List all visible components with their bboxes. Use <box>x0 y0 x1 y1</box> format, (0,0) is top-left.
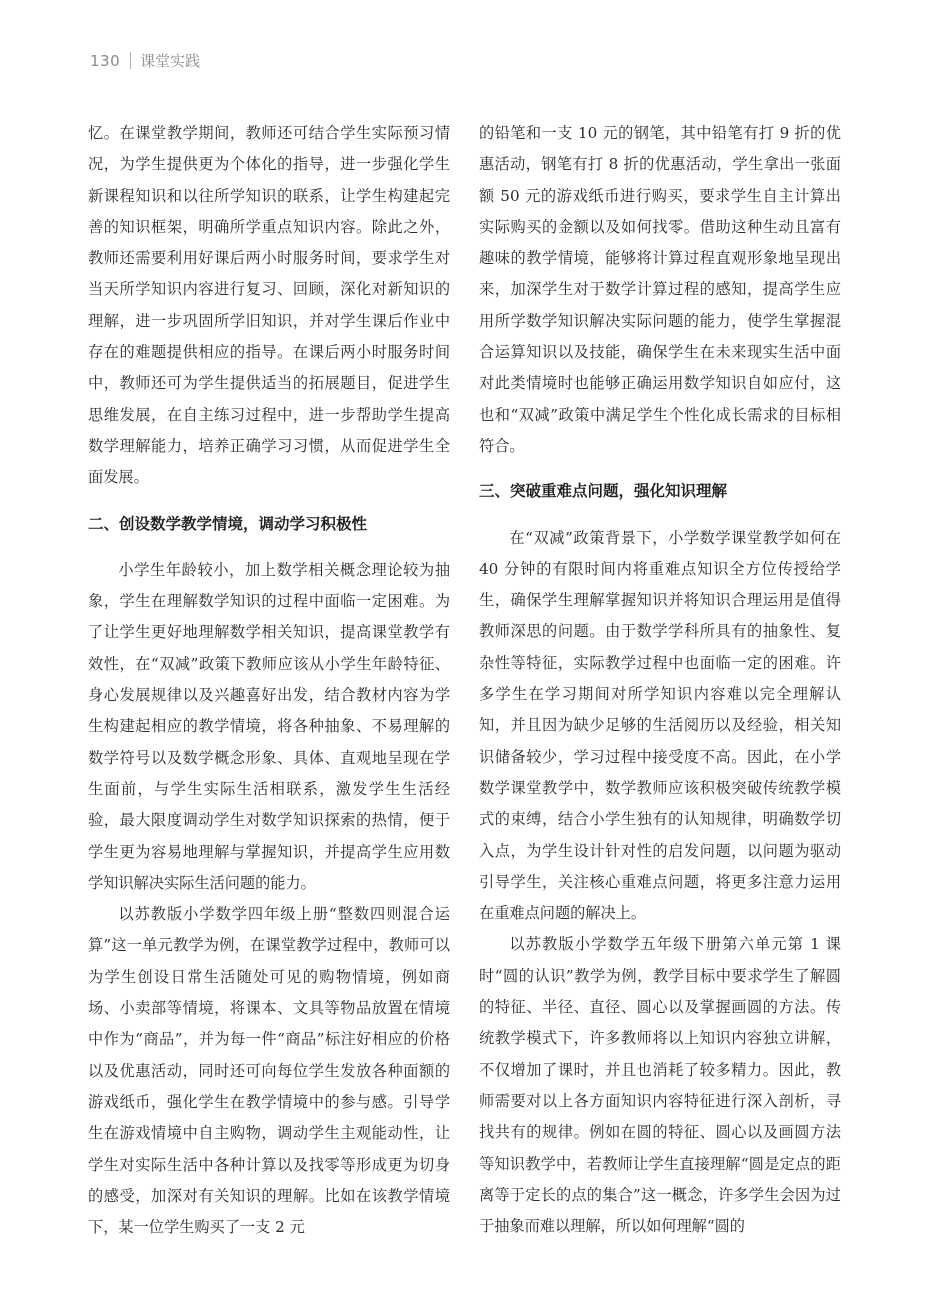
page-number: 130 <box>90 51 121 70</box>
right-column <box>479 118 841 1242</box>
section-title: 课堂实践 <box>140 52 201 70</box>
section-heading: 二、创设数学教学情境，调动学习积极性 <box>88 514 368 533</box>
section-heading: 三、突破重难点问题，强化知识理解 <box>479 482 728 501</box>
paragraph: 以苏教版小学数学四年级上册“整数四则混合运算”这一单元教学为例，在课堂教学过程中，教师可以为学生创设日常生活随处可见的购物情境，例如商场、小卖部等情境，将课本、文具等物品放置在情境中作为“商品”，并为每一件“商品”标注好相应的价格以及优惠活动，同时还可向每位学生发放各种面额的游戏纸币，强化学生在教学情境中的参与感。引导学生在游戏情境中自主购物，调动学生主观能动性，让学生对实际生活中各种计算以及找零等形成更为切身的感受，加深对有关知识的理解。比如在该教学情境下，某一位学生购买了一支 2 元 <box>88 905 450 1237</box>
paragraph: 以苏教版小学数学五年级下册第六单元第 1 课时“圆的认识”教学为例，教学目标中要求学生了解圆的特征、半径、直径、圆心以及掌握画圆的方法。传统教学模式下，许多教师将以上知识内容独立讲解，不仅增加了课时，并且也消耗了较多精力。因此，教师需要对以上各方面知识内容特征进行深入剖析，寻找共有的规律。例如在圆的特征、圆心以及画圆方法等知识教学中，若教师让学生直接理解“圆是定点的距离等于定长的点的集合”这一概念，许多学生会因为过于抽象而难以理解，所以如何理解“圆的 <box>479 935 841 1236</box>
paragraph: 的铅笔和一支 10 元的钢笔，其中铅笔有打 9 折的优惠活动，钢笔有打 8 折的优惠活动，学生拿出一张面额 50 元的游戏纸币进行购买，要求学生自主计算出实际购买的金额以及如何找零。借助这种生动且富有趣味的教学情境，能够将计算过程直观形象地呈现出来，加深学生对于数学计算过程的感知，提高学生应用所学数学知识解决实际问题的能力，使学生掌握混合运算知识以及技能，确保学生在未来现实生活中面对此类情境时也能够正确运用数学知识自如应付，这也和“双减”政策中满足学生个性化成长需求的目标相符合。 <box>479 124 841 455</box>
paragraph: 忆。在课堂教学期间，教师还可结合学生实际预习情况，为学生提供更为个体化的指导，进一步强化学生新课程知识和以往所学知识的联系，让学生构建起完善的知识框架，明确所学重点知识内容。除此之外，教师还需要利用好课后两小时服务时间，要求学生对当天所学知识内容进行复习、回顾，深化对新知识的理解，进一步巩固所学旧知识，并对学生课后作业中存在的难题提供相应的指导。在课后两小时服务时间中，教师还可为学生提供适当的拓展题目，促进学生思维发展，在自主练习过程中，进一步帮助学生提高数学理解能力，培养正确学习习惯，从而促进学生全面发展。 <box>88 124 450 487</box>
left-column <box>88 118 450 1243</box>
header-divider <box>130 52 131 69</box>
paragraph: 小学生年龄较小，加上数学相关概念理论较为抽象，学生在理解数学知识的过程中面临一定困难。为了让学生更好地理解数学相关知识，提高课堂教学有效性，在“双减”政策下教师应该从小学生年龄特征、身心发展规律以及兴趣喜好出发，结合教材内容为学生构建起相应的教学情境，将各种抽象、不易理解的数学符号以及数学概念形象、具体、直观地呈现在学生面前，与学生实际生活相联系，激发学生生活经验，最大限度调动学生对数学知识探索的热情，便于学生更为容易地理解与掌握知识，并提高学生应用数学知识解决实际生活问题的能力。 <box>88 560 450 892</box>
paragraph: 在“双减”政策背景下，小学数学课堂教学如何在 40 分钟的有限时间内将重难点知识全方位传授给学生，确保学生理解掌握知识并将知识合理运用是值得教师深思的问题。由于数学学科所具有的抽象性、复杂性等特征，实际教学过程中也面临一定的困难。许多学生在学习期间对所学知识内容难以完全理解认知，并且因为缺少足够的生活阅历以及经验，相关知识储备较少，学习过程中接受度不高。因此，在小学数学课堂教学中，数学教师应该积极突破传统教学模式的束缚，结合小学生独有的认知规律，明确数学切入点，为学生设计针对性的启发问题，以问题为驱动引导学生，关注核心重难点问题，将更多注意力运用在重难点问题的解决上。 <box>479 528 841 923</box>
running-header <box>90 50 200 71</box>
